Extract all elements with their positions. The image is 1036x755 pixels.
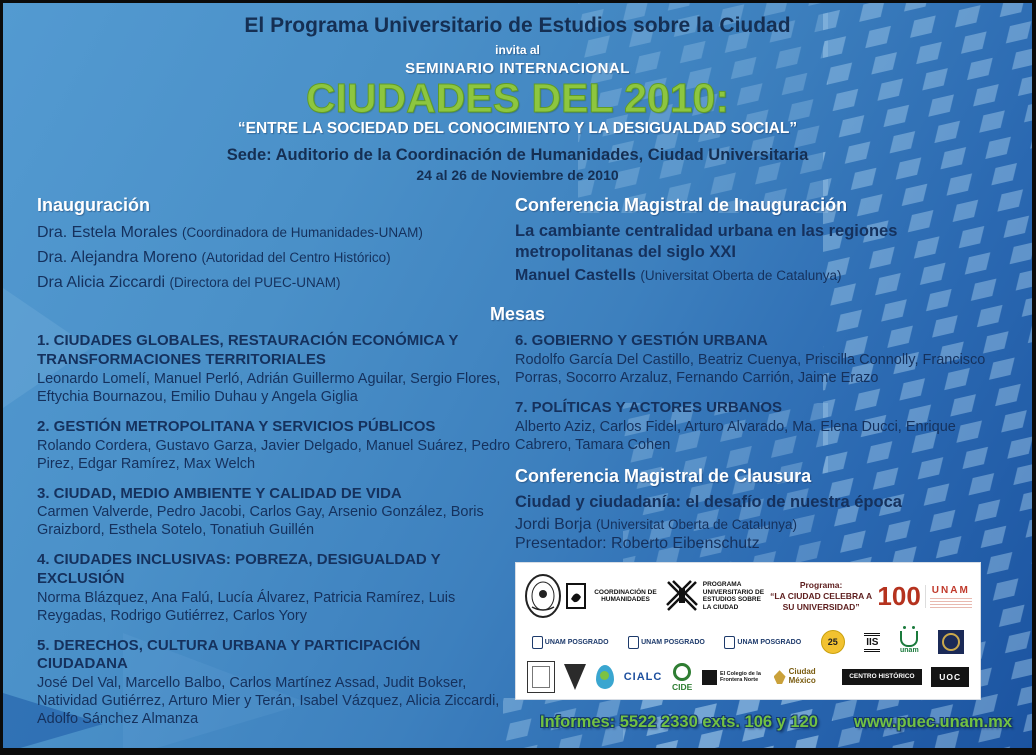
opening-lecture-section bbox=[515, 195, 1032, 285]
invites-line: invita al bbox=[495, 43, 540, 57]
person-role: (Directora del PUEC-UNAM) bbox=[169, 274, 341, 290]
organizer-line: El Programa Universitario de Estudios sobre la Ciudad bbox=[244, 14, 791, 37]
speaker-affiliation: (Universitat Oberta de Catalunya) bbox=[595, 517, 798, 533]
seal-logo bbox=[527, 661, 555, 693]
unam-posgrado-logo-3 bbox=[724, 636, 801, 649]
seal-inner-icon bbox=[532, 666, 550, 688]
inauguracion-section bbox=[3, 195, 515, 295]
mesa-participants: Carmen Valverde, Pedro Jacobi, Carlos Gay, Arsenio González, Boris Graizbord, Esthela Sotelo, Tonatiuh Guillén bbox=[37, 504, 484, 539]
puec-logo bbox=[665, 579, 765, 613]
centenario-microtext-bars bbox=[930, 598, 972, 608]
uoc-logo: UOC bbox=[931, 667, 969, 687]
colef-label: El Colegio de la Frontera Norte bbox=[719, 670, 761, 684]
unam-green-label: unam bbox=[900, 646, 919, 654]
mesa-2 bbox=[37, 418, 515, 474]
closing-lecture-title: Ciudad y ciudadanía: el desafío de nuestra época bbox=[515, 492, 902, 511]
inauguracion-person bbox=[37, 221, 515, 246]
opening-lecture-heading: Conferencia Magistral de Inauguración bbox=[515, 195, 848, 215]
cide-ring-icon bbox=[673, 663, 691, 681]
posgrado-shield-icon bbox=[532, 636, 543, 649]
cide-logo bbox=[672, 663, 692, 692]
dates-line: 24 al 26 de Noviembre de 2010 bbox=[416, 167, 619, 183]
programa-label: Programa: bbox=[799, 580, 843, 591]
right-column bbox=[515, 332, 1032, 700]
opening-lecture-title: La cambiante centralidad urbana en las regiones metropolitanas del siglo XXI bbox=[515, 222, 898, 262]
institute-medallion-logo bbox=[938, 630, 964, 654]
mesa-1 bbox=[37, 332, 515, 406]
logo-row-2 bbox=[522, 627, 974, 657]
mesas-left-column bbox=[3, 332, 515, 740]
person-name: Dra. Alejandra Moreno bbox=[37, 248, 198, 266]
iis-logo: IIS bbox=[864, 633, 880, 652]
mesa-title: 3. CIUDAD, MEDIO AMBIENTE Y CALIDAD DE VIDA bbox=[37, 484, 402, 502]
humanities-bird-icon bbox=[566, 583, 586, 609]
mesa-4 bbox=[37, 551, 515, 625]
ciudad-mexico-logo bbox=[774, 668, 833, 686]
poster-subtitle: “ENTRE LA SOCIEDAD DEL CONOCIMIENTO Y LA DESIGUALDAD SOCIAL” bbox=[237, 120, 798, 137]
person-role: (Autoridad del Centro Histórico) bbox=[201, 249, 391, 265]
mesa-6 bbox=[515, 332, 1010, 388]
puec-label: PROGRAMA UNIVERSITARIO DE ESTUDIOS SOBRE LA CIUDAD bbox=[702, 581, 765, 611]
person-role: (Coordinadora de Humanidades-UNAM) bbox=[181, 225, 423, 240]
inauguracion-heading: Inauguración bbox=[37, 195, 151, 215]
eagle-icon bbox=[774, 670, 786, 684]
unam-crest-icon bbox=[524, 573, 562, 619]
main-columns bbox=[3, 332, 1032, 740]
poster-header bbox=[3, 3, 1032, 183]
mesa-participants: Rolando Cordera, Gustavo Garza, Javier Delgado, Manuel Suárez, Pedro Pirez, Edgar Ramírez, Max Welch bbox=[37, 437, 511, 472]
coordinacion-label: COORDINACIÓN DE HUMANIDADES bbox=[594, 588, 657, 604]
mesa-participants: José Del Val, Marcello Balbo, Carlos Martínez Assad, Judit Bokser, Natividad Gutiérrez, Arturo Mier y Terán, Isabel Vázquez, Alicia Ziccardi, Adolfo Sánchez Almanza bbox=[37, 675, 500, 728]
mesa-5 bbox=[37, 637, 515, 729]
venue-line: Sede: Auditorio de la Coordinación de Humanidades, Ciudad Universitaria bbox=[226, 146, 809, 164]
presenter-line: Presentador: Roberto Eibenschutz bbox=[515, 535, 760, 553]
mesa-title: 2. GESTIÓN METROPOLITANA Y SERVICIOS PÚBLICOS bbox=[37, 417, 436, 435]
puec-x-icon bbox=[665, 579, 699, 613]
programa-celebra-text bbox=[769, 580, 873, 612]
footer-website: www.puec.unam.mx bbox=[853, 713, 1012, 732]
mesa-title: 5. DERECHOS, CULTURA URBANA Y PARTICIPACIÓN CIUDADANA bbox=[37, 636, 421, 673]
mesas-heading: Mesas bbox=[489, 304, 546, 325]
unam-posgrado-logo-1 bbox=[532, 636, 609, 649]
person-name: Dra Alicia Ziccardi bbox=[37, 273, 166, 291]
mesa-title: 1. CIUDADES GLOBALES, RESTAURACIÓN ECONÓMICA Y TRANSFORMACIONES TERRITORIALES bbox=[37, 332, 459, 369]
unam-green-logo bbox=[900, 631, 919, 654]
posgrado-shield-icon bbox=[628, 636, 639, 649]
sponsor-logo-box bbox=[515, 562, 981, 700]
ciudad-mexico-label: Ciudad México bbox=[788, 667, 816, 686]
seminar-kicker: SEMINARIO INTERNACIONAL bbox=[405, 60, 630, 77]
unam-posgrado-logo-2 bbox=[628, 636, 705, 649]
poster-title: CIUDADES DEL 2010: bbox=[305, 75, 730, 121]
top-columns bbox=[3, 195, 1032, 295]
mesa-participants: Norma Blázquez, Ana Falú, Lucía Álvarez, Patricia Ramírez, Luis Reygadas, Rodrigo Gutiérrez, Carlos Yory bbox=[37, 589, 456, 624]
speaker-name: Manuel Castells bbox=[515, 266, 636, 284]
water-drop-logo bbox=[596, 665, 614, 689]
centenario-unam-block bbox=[925, 585, 972, 608]
footer-bar bbox=[540, 713, 1012, 732]
speaker-name: Jordi Borja bbox=[515, 516, 592, 534]
mesa-title: 6. GOBIERNO Y GESTIÓN URBANA bbox=[515, 332, 768, 350]
inauguracion-person bbox=[37, 271, 515, 296]
closing-lecture-speaker bbox=[515, 516, 1010, 534]
posgrado-label: UNAM POSGRADO bbox=[641, 638, 705, 646]
cide-label: CIDE bbox=[671, 681, 693, 692]
posgrado-label: UNAM POSGRADO bbox=[737, 638, 802, 646]
inauguracion-person bbox=[37, 246, 515, 271]
person-name: Dra. Estela Morales bbox=[37, 224, 178, 241]
eagle-crest-logo bbox=[564, 664, 586, 690]
mesa-3 bbox=[37, 485, 515, 541]
posgrado-label: UNAM POSGRADO bbox=[544, 638, 609, 646]
cialc-logo: CIALC bbox=[623, 671, 663, 684]
mesa-title: 4. CIUDADES INCLUSIVAS: POBREZA, DESIGUALDAD Y EXCLUSIÓN bbox=[37, 551, 441, 587]
mesa-participants: Rodolfo García Del Castillo, Beatriz Cuenya, Priscilla Connolly, Francisco Porras, Socorro Arzaluz, Fernando Carrión, Jaime Erazo bbox=[515, 352, 986, 387]
footer-informes: Informes: 5522 2330 exts. 106 y 120 bbox=[540, 713, 818, 732]
speaker-affiliation: (Universitat Oberta de Catalunya) bbox=[640, 267, 842, 283]
logo-row-1 bbox=[522, 567, 974, 625]
unam-centenario-logo bbox=[877, 581, 971, 612]
closing-lecture-heading: Conferencia Magistral de Clausura bbox=[515, 465, 812, 486]
mesa-title: 7. POLÍTICAS Y ACTORES URBANOS bbox=[515, 399, 782, 417]
logo-row-3 bbox=[522, 659, 974, 695]
opening-lecture-speaker bbox=[515, 267, 1010, 285]
colef-block-icon bbox=[702, 670, 717, 685]
coordinacion-humanidades-logo bbox=[566, 583, 660, 609]
centenario-100: 100 bbox=[877, 581, 921, 612]
uam-25-logo: 25 bbox=[821, 630, 845, 654]
green-u-icon bbox=[900, 631, 918, 647]
mesa-participants: Alberto Aziz, Carlos Fidel, Arturo Alvarado, Ma. Elena Ducci, Enrique Cabrero, Tamara Cohen bbox=[515, 418, 956, 453]
gold-medallion-icon bbox=[942, 633, 960, 651]
centro-historico-logo: CENTRO HISTÓRICO bbox=[842, 669, 921, 685]
centenario-unam-label: UNAM bbox=[931, 584, 970, 596]
colef-logo bbox=[702, 670, 764, 685]
mesa-7 bbox=[515, 399, 1010, 455]
posgrado-shield-icon bbox=[724, 636, 735, 649]
closing-lecture-section bbox=[515, 466, 1010, 553]
programa-quote: “LA CIUDAD CELEBRA A SU UNIVERSIDAD” bbox=[770, 590, 873, 612]
mesa-participants: Leonardo Lomelí, Manuel Perló, Adrián Guillermo Aguilar, Sergio Flores, Eftychia Bournazou, Emilio Duhau y Angela Giglia bbox=[37, 370, 501, 405]
